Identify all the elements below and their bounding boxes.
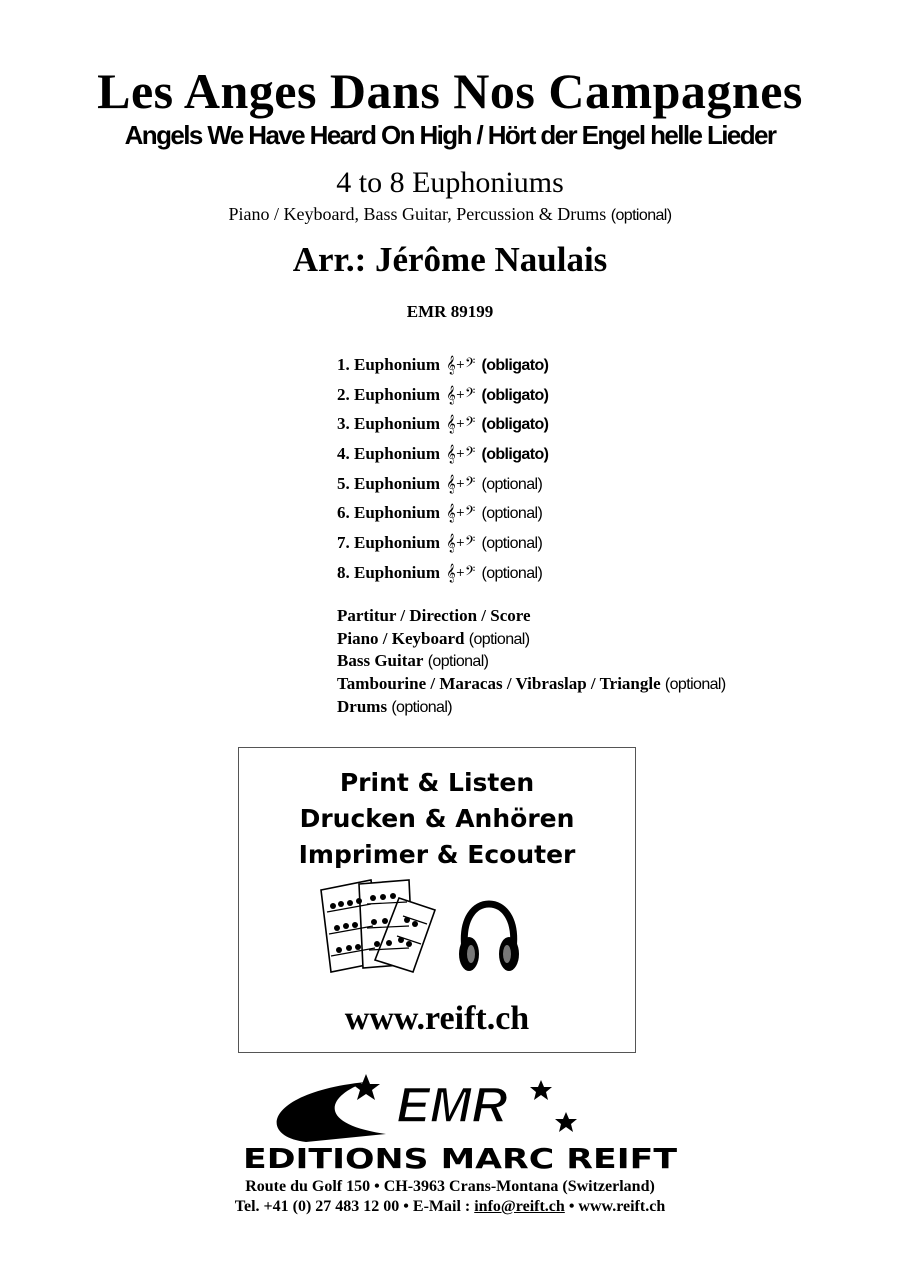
clef-icons [444,439,477,469]
page-subtitle: Angels We Have Heard On High / Hört der Engel helle Lieder [124,120,776,150]
accompaniment [0,204,900,225]
part-row [337,558,548,588]
extra-part-note: (optional) [427,653,489,671]
extras-list [337,605,726,718]
extra-part-row [337,650,726,673]
extra-part-row [337,628,726,651]
publisher-contact [0,1198,900,1216]
part-name: 3. Euphonium [337,414,440,434]
plus-sign: + [455,447,465,461]
extra-part-note: (optional) [391,698,453,716]
promo-url[interactable]: www.reift.ch [344,1000,530,1037]
part-name: 5. Euphonium [337,473,440,493]
contact-website[interactable]: • www.reift.ch [568,1198,666,1215]
promo-line-de: Drucken & Anhören [299,804,575,833]
print-listen-box [238,747,636,1053]
page-title: Les Anges Dans Nos Campagnes [97,63,803,119]
clef-icons [444,498,477,528]
plus-sign: + [455,536,465,550]
part-name: 1. Euphonium [337,355,440,374]
extra-part-name: Tambourine / Maracas / Vibraslap / Triangle [337,674,661,694]
plus-sign: + [455,387,465,401]
part-row [337,469,548,499]
promo-line-en: Print & Listen [339,768,535,797]
catalog-number: EMR 89199 [406,302,494,321]
extra-part-name: Bass Guitar [337,651,424,671]
part-row [337,439,548,469]
clef-icons [444,528,477,558]
instrumentation: 4 to 8 Euphoniums [336,166,564,199]
plus-sign: + [455,476,465,490]
extra-part-name: Piano / Keyboard [337,628,465,648]
part-status: (obligato) [481,357,549,374]
part-row [337,528,548,558]
treble-clef-icon: 𝄞 [446,473,456,493]
extra-part-row [337,605,726,628]
treble-clef-icon: 𝄞 [446,444,456,464]
contact-email-link[interactable]: info@reift.ch [474,1198,565,1215]
plus-sign: + [455,417,465,431]
arranger: Arr.: Jérôme Naulais [292,240,608,279]
treble-clef-icon: 𝄞 [446,562,456,582]
bass-clef-icon: 𝄢 [464,533,476,553]
part-status: (obligato) [481,386,549,404]
logo-text: EMR [396,1077,508,1133]
part-status: (optional) [481,475,543,493]
treble-clef-icon: 𝄞 [446,355,456,374]
promo-line-fr: Imprimer & Ecouter [298,840,576,869]
extra-part-row [337,696,726,719]
part-name: 4. Euphonium [337,444,440,464]
accompaniment-text: Piano / Keyboard, Bass Guitar, Percussion & Drums [228,204,607,224]
bass-clef-icon: 𝄢 [464,473,476,493]
bass-clef-icon: 𝄢 [464,384,476,404]
part-row [337,380,548,410]
extra-part-name: Partitur / Direction / Score [337,606,531,625]
extra-part-name: Drums [337,696,388,716]
clef-icons [444,558,477,588]
extra-part-row [337,673,726,696]
part-row [337,409,548,439]
parts-list [337,350,548,588]
clef-icons [444,409,477,439]
extra-part-note: (optional) [468,630,530,648]
publisher-name-banner [240,1140,680,1174]
part-name: 7. Euphonium [337,533,440,553]
part-status: (obligato) [481,416,549,434]
plus-sign: + [455,565,465,579]
treble-clef-icon: 𝄞 [446,533,456,553]
plus-sign: + [455,358,465,371]
part-status: (optional) [481,505,543,523]
clef-icons [444,380,477,410]
part-row [337,498,548,528]
bass-clef-icon: 𝄢 [464,562,476,582]
bass-clef-icon: 𝄢 [464,355,476,374]
treble-clef-icon: 𝄞 [446,503,456,523]
part-row [337,350,548,380]
clef-icons [444,350,477,380]
bass-clef-icon: 𝄢 [464,444,476,464]
sheet-music-icon [317,876,442,976]
treble-clef-icon: 𝄞 [446,384,456,404]
part-status: (optional) [481,535,543,553]
headphones-icon [457,898,521,978]
publisher-name: EDITIONS MARC REIFT [243,1142,677,1174]
part-status: (obligato) [481,446,549,464]
treble-clef-icon: 𝄞 [446,414,456,434]
part-status: (optional) [481,564,543,582]
bass-clef-icon: 𝄢 [464,414,476,434]
emr-logo [236,1072,666,1146]
clef-icons [444,469,477,499]
accompaniment-note: (optional) [610,207,672,224]
part-name: 6. Euphonium [337,503,440,523]
plus-sign: + [455,506,465,520]
part-name: 2. Euphonium [337,384,440,404]
bass-clef-icon: 𝄢 [464,503,476,523]
part-name: 8. Euphonium [337,562,440,582]
publisher-address: Route du Golf 150 • CH-3963 Crans-Montana (Switzerland) [245,1178,655,1195]
extra-part-note: (optional) [664,676,726,694]
contact-phone: Tel. +41 (0) 27 483 12 00 • E-Mail : [234,1198,471,1215]
